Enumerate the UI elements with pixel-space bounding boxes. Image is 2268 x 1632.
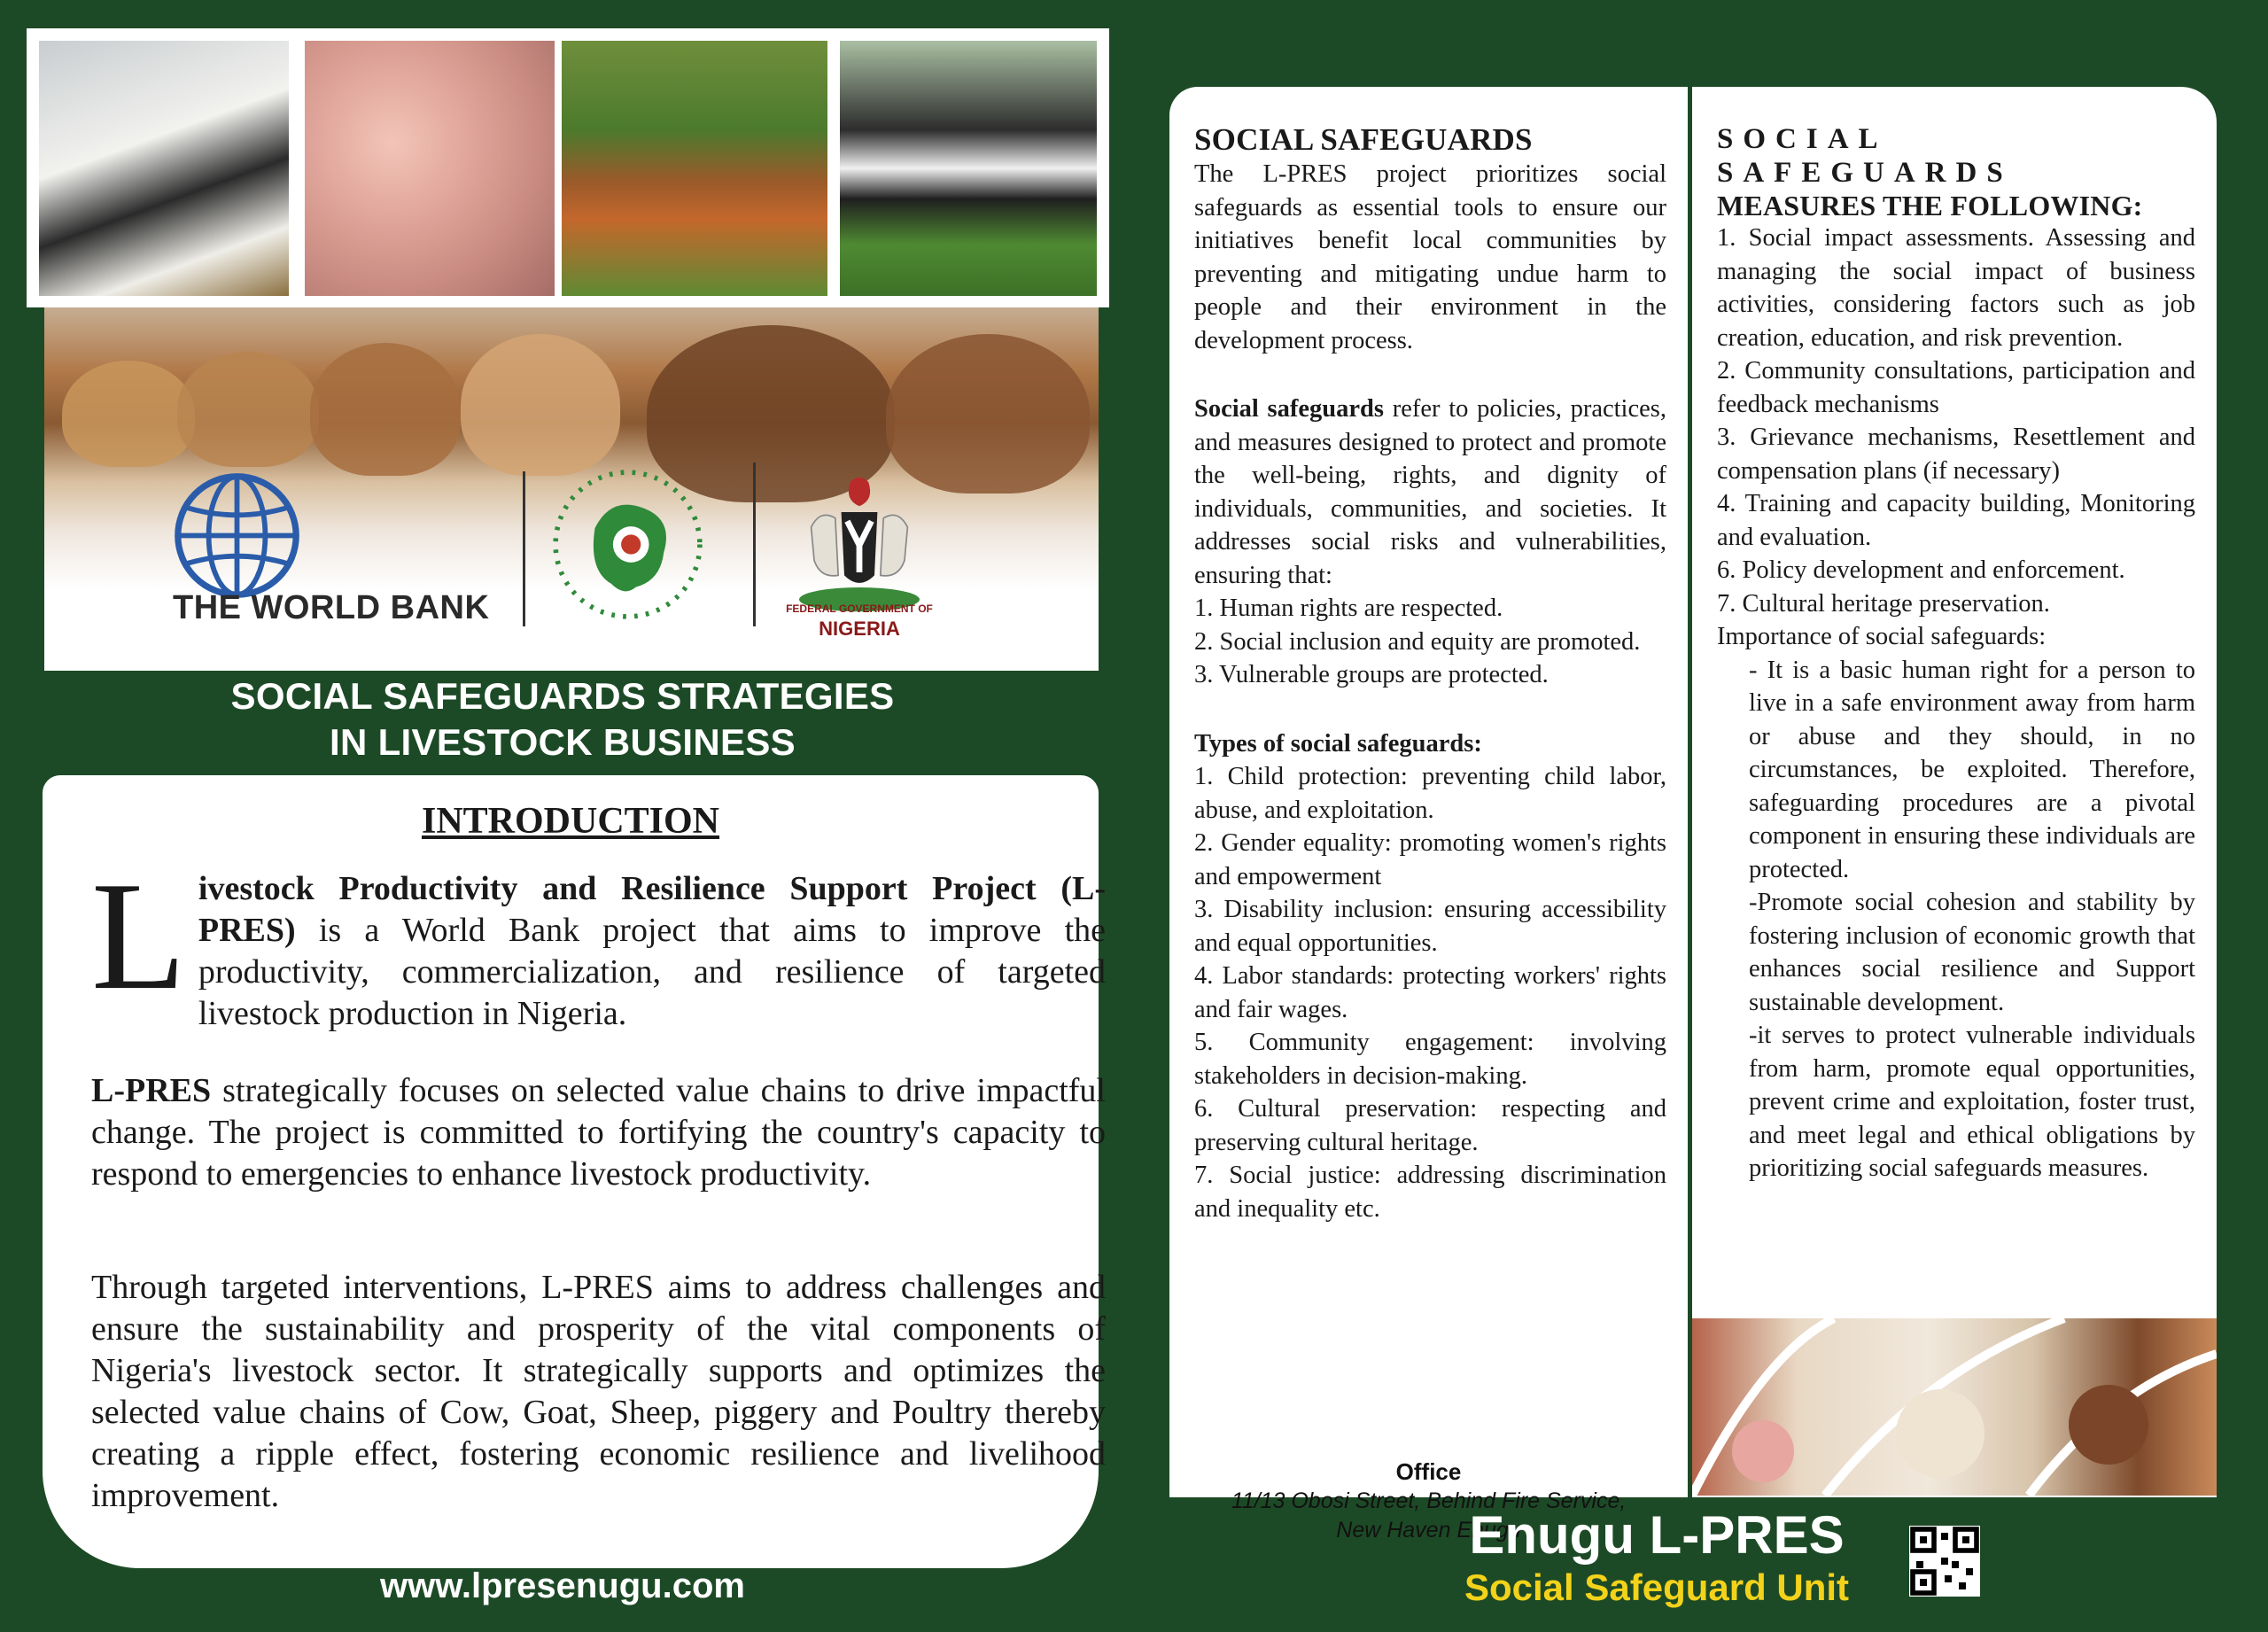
list-item: 3. Disability inclusion: ensuring accessibility and equal opportunities. <box>1194 896 1666 957</box>
intro-p2-bold: L-PRES <box>91 1072 212 1109</box>
list-item: -it serves to protect vulnerable individuals from harm, promote equal opportunities, prevent crime and exploitation, foster trust, and meet legal and ethical obligations by prioritizing social safeguards measures. <box>1749 1022 2195 1182</box>
qr-code-icon[interactable] <box>1909 1526 1980 1597</box>
chickens-photo <box>562 41 827 296</box>
list-item: 2. Gender equality: promoting women's rights and empowerment <box>1194 829 1666 890</box>
office-address-line-2: New Haven Enugu <box>1336 1518 1521 1543</box>
intro-p1-text: is a World Bank project that aims to improve the productivity, commercialization, and resilience of targeted livestock production in Nigeria. <box>198 912 1106 1032</box>
list-item: - It is a basic human right for a person to live in a safe environment away from harm or abuse and they should, in no circumstances, be exploited. Therefore, safeguarding procedures are a pivotal component in ensuring these individuals are protected. <box>1749 656 2195 883</box>
fgn-label-small: FEDERAL GOVERNMENT OF <box>786 602 933 615</box>
logo-divider <box>523 471 525 626</box>
brochure-heading <box>0 673 1125 765</box>
left-panel <box>0 0 1125 1632</box>
office-address-line-1: 11/13 Obosi Street, Behind Fire Service, <box>1231 1488 1627 1513</box>
heading-line-2: IN LIVESTOCK BUSINESS <box>330 721 796 763</box>
list-item: 6. Cultural preservation: respecting and preserving cultural heritage. <box>1194 1095 1666 1156</box>
intro-paragraph-3: Through targeted interventions, L-PRES aims to address challenges and ensure the sustainability and prosperity of the vital components of Nigeria's livestock sector. It strategically supports and optimizes the selected value chains of Cow, Goat, Sheep, piggery and Poultry thereby creating a ripple effect, fostering economic resilience and livelihood improvement. <box>91 1269 1106 1514</box>
col1-heading: SOCIAL SAFEGUARDS <box>1194 122 1533 157</box>
col1-paragraph-2 <box>1194 392 1666 592</box>
list-item: 4. Labor standards: protecting workers' rights and fair wages. <box>1194 962 1666 1023</box>
list-item: 2. Community consultations, participation and feedback mechanisms <box>1717 357 2195 418</box>
office-heading: Office <box>1395 1458 1462 1485</box>
list-item: 3. Vulnerable groups are protected. <box>1194 661 1549 688</box>
importance-heading: Importance of social safeguards: <box>1717 623 2047 650</box>
types-heading <box>1194 727 1666 761</box>
heading-line-1: SOCIAL SAFEGUARDS STRATEGIES <box>230 675 895 717</box>
cow-photo <box>840 41 1097 296</box>
world-bank-label: THE WORLD BANK <box>173 589 490 626</box>
logo-banner <box>44 307 1099 671</box>
col2-heading-line-1: SOCIAL SAFEGUARDS <box>1717 123 2013 189</box>
list-item: 3. Grievance mechanisms, Resettlement and compensation plans (if necessary) <box>1717 424 2195 485</box>
list-item: 6. Policy development and enforcement. <box>1717 556 2125 584</box>
livestock-collage-photo <box>1692 1318 2217 1496</box>
list-item: 2. Social inclusion and equity are promoted. <box>1194 627 1641 656</box>
safeguard-measures-column <box>1692 87 2217 1497</box>
pigs-photo <box>305 41 555 296</box>
social-safeguards-column <box>1169 87 1688 1543</box>
fgn-label-nigeria: NIGERIA <box>819 618 900 640</box>
drop-cap-letter: L <box>91 850 186 1022</box>
world-bank-globe-icon <box>173 471 301 600</box>
col1-text <box>1194 122 1666 1225</box>
list-item: 7. Cultural heritage preservation. <box>1717 589 2050 618</box>
intro-p2-text: strategically focuses on selected value chains to drive impactful change. The project is committed to fortifying the country's capacity to respond to emergencies to enhance livestock productivity. <box>91 1072 1106 1193</box>
introduction-title: INTRODUCTION <box>421 801 720 842</box>
logo-divider <box>753 462 756 626</box>
list-item: -Promote social cohesion and stability by fostering inclusion of economic growth that enhances social resilience and Support sustainable development. <box>1749 889 2195 1016</box>
intro-paragraph-1 <box>91 850 1106 1035</box>
types-heading-text: Types of social safeguards: <box>1194 729 1482 758</box>
col1-paragraph-1: The L-PRES project prioritizes social safeguards as essential tools to ensure our initiatives benefit local communities by preventing and mitigating undue harm to people and their environment in the development process. <box>1194 160 1666 354</box>
list-item: 7. Social justice: addressing discrimination and inequality etc. <box>1194 1162 1666 1223</box>
sheep-photo <box>39 41 289 296</box>
col1-p2-text: refer to policies, practices, and measures designed to protect and promote the well-being, rights, and dignity of individuals, communities, and societies. It addresses social risks and vulnerabilities, ensuring that: <box>1194 395 1666 589</box>
livestock-photo-strip <box>27 28 1109 307</box>
col2-heading-line-2: MEASURES THE FOLLOWING: <box>1717 190 2143 221</box>
list-item: 5. Community engagement: involving stakeholders in decision-making. <box>1194 1029 1666 1090</box>
intro-paragraph-2 <box>91 1070 1106 1195</box>
nigeria-coat-of-arms-icon <box>780 467 939 618</box>
website-url: www.lpresenugu.com <box>380 1566 745 1605</box>
intro-project-name: ivestock Productivity and Resilience Support Project (L-PRES) <box>198 870 1106 949</box>
list-item: 1. Human rights are respected. <box>1194 595 1503 622</box>
footer-subtitle: Social Safeguard Unit <box>1464 1566 1850 1608</box>
col2-text <box>1717 122 2195 1185</box>
list-item: 1. Social impact assessments. Assessing and managing the social impact of business activities, considering factors such as job creation, education, and risk prevention. <box>1717 224 2195 352</box>
list-item: 1. Child protection: preventing child labor, abuse, and exploitation. <box>1194 763 1666 824</box>
introduction-card <box>43 775 1106 1568</box>
list-item: 4. Training and capacity building, Monitoring and evaluation. <box>1717 490 2195 551</box>
col1-p2-bold: Social safeguards <box>1194 395 1384 423</box>
footer-title: Enugu L-PRES <box>1469 1505 1845 1565</box>
enugu-state-seal-icon <box>546 462 710 626</box>
